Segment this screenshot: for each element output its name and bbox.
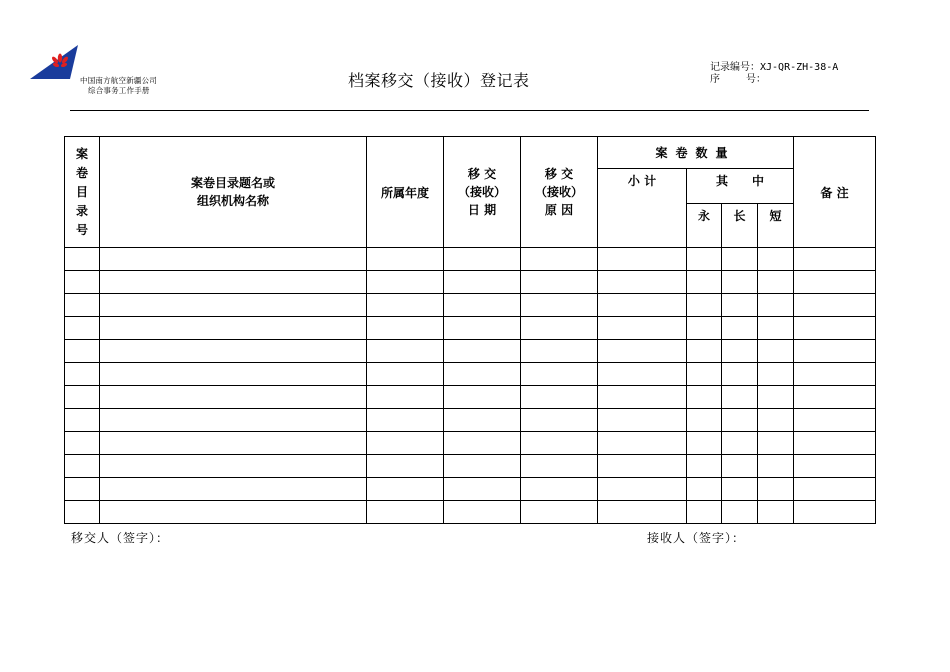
table-cell[interactable] (521, 409, 598, 432)
table-cell[interactable] (65, 340, 100, 363)
table-cell[interactable] (758, 432, 794, 455)
table-cell[interactable] (521, 432, 598, 455)
table-cell[interactable] (758, 455, 794, 478)
table-cell[interactable] (598, 294, 687, 317)
table-cell[interactable] (758, 409, 794, 432)
table-cell[interactable] (794, 386, 876, 409)
table-cell[interactable] (100, 363, 367, 386)
table-cell[interactable] (598, 363, 687, 386)
registration-table (64, 136, 876, 524)
header-long: 长 (722, 204, 758, 248)
table-cell[interactable] (687, 409, 722, 432)
table-cell[interactable] (758, 501, 794, 524)
table-cell[interactable] (100, 317, 367, 340)
sequence-label-1: 序 (710, 74, 720, 85)
table-cell[interactable] (722, 478, 758, 501)
table-cell[interactable] (521, 386, 598, 409)
company-name (80, 76, 157, 96)
table-cell[interactable] (521, 455, 598, 478)
table-cell[interactable] (687, 478, 722, 501)
table-cell[interactable] (521, 248, 598, 271)
table-cell[interactable] (367, 501, 444, 524)
table-cell[interactable] (100, 455, 367, 478)
header-quantity: 案卷数量 (598, 137, 794, 169)
table-cell[interactable] (65, 501, 100, 524)
table-cell[interactable] (444, 248, 521, 271)
table-cell[interactable] (100, 501, 367, 524)
table-cell[interactable] (687, 248, 722, 271)
table-cell[interactable] (758, 478, 794, 501)
header-title-line-1: 案卷目录题名或 (190, 176, 275, 190)
table-cell[interactable] (598, 317, 687, 340)
table-row (65, 248, 876, 271)
table-cell[interactable] (100, 340, 367, 363)
table-cell[interactable] (722, 432, 758, 455)
table-cell[interactable] (65, 478, 100, 501)
table-row (65, 455, 876, 478)
table-cell[interactable] (444, 501, 521, 524)
table-cell[interactable] (598, 409, 687, 432)
table-row (65, 409, 876, 432)
table-cell[interactable] (687, 294, 722, 317)
table-cell[interactable] (722, 386, 758, 409)
header-catalog-number (65, 137, 100, 248)
table-cell[interactable] (722, 455, 758, 478)
table-row (65, 363, 876, 386)
table-cell[interactable] (794, 478, 876, 501)
table-cell[interactable] (722, 317, 758, 340)
table-cell[interactable] (687, 455, 722, 478)
header-remarks: 备 注 (794, 137, 876, 248)
table-cell[interactable] (722, 501, 758, 524)
handover-signature-label: 移交人（签字）： (71, 531, 170, 545)
table-cell[interactable] (444, 409, 521, 432)
table-cell[interactable] (758, 386, 794, 409)
table-row (65, 478, 876, 501)
table-cell[interactable] (687, 501, 722, 524)
header-subtotal: 小 计 (598, 169, 687, 248)
table-cell[interactable] (794, 409, 876, 432)
header-short: 短 (758, 204, 794, 248)
table-cell[interactable] (367, 248, 444, 271)
table-cell[interactable] (65, 363, 100, 386)
table-cell[interactable] (444, 386, 521, 409)
table-row (65, 271, 876, 294)
table-cell[interactable] (758, 294, 794, 317)
header-title-line-2: 组织机构名称 (196, 194, 269, 208)
table-cell[interactable] (521, 478, 598, 501)
table-cell[interactable] (758, 340, 794, 363)
table-cell[interactable] (444, 340, 521, 363)
table-cell[interactable] (598, 478, 687, 501)
table-row (65, 340, 876, 363)
table-cell[interactable] (687, 386, 722, 409)
table-cell[interactable] (444, 271, 521, 294)
table-cell[interactable] (598, 455, 687, 478)
table-cell[interactable] (521, 317, 598, 340)
table-cell[interactable] (598, 501, 687, 524)
header-permanent: 永 (687, 204, 722, 248)
table-cell[interactable] (758, 271, 794, 294)
reason-line: 移 交 (544, 167, 574, 181)
table-cell[interactable] (598, 271, 687, 294)
table-row (65, 386, 876, 409)
table-cell[interactable] (444, 294, 521, 317)
record-number: 记录编号：XJ-QR-ZH-38-A (710, 62, 839, 73)
table-row (65, 432, 876, 455)
catalog-char: 号 (76, 222, 89, 237)
table-cell[interactable] (687, 363, 722, 386)
table-cell[interactable] (598, 340, 687, 363)
table-cell[interactable] (794, 340, 876, 363)
header-transfer-reason (521, 137, 598, 248)
table-cell[interactable] (794, 271, 876, 294)
table-cell[interactable] (598, 248, 687, 271)
table-cell[interactable] (367, 317, 444, 340)
table-cell[interactable] (65, 248, 100, 271)
catalog-char: 卷 (76, 165, 89, 180)
table-cell[interactable] (687, 317, 722, 340)
table-cell[interactable] (521, 340, 598, 363)
record-info (710, 62, 850, 86)
table-cell[interactable] (65, 294, 100, 317)
header-transfer-date (444, 137, 521, 248)
table-cell[interactable] (598, 432, 687, 455)
table-cell[interactable] (794, 248, 876, 271)
date-line: （接收） (457, 185, 506, 199)
table-cell[interactable] (100, 248, 367, 271)
table-cell[interactable] (444, 455, 521, 478)
table-cell[interactable] (100, 409, 367, 432)
table-cell[interactable] (100, 294, 367, 317)
table-cell[interactable] (367, 271, 444, 294)
table-cell[interactable] (100, 478, 367, 501)
reason-line: （接收） (534, 185, 583, 199)
table-cell[interactable] (687, 271, 722, 294)
table-cell[interactable] (794, 432, 876, 455)
table-cell[interactable] (687, 432, 722, 455)
table-cell[interactable] (444, 478, 521, 501)
table-cell[interactable] (521, 363, 598, 386)
table-cell[interactable] (100, 432, 367, 455)
table-cell[interactable] (367, 478, 444, 501)
table-cell[interactable] (758, 248, 794, 271)
table-cell[interactable] (367, 340, 444, 363)
table-cell[interactable] (65, 386, 100, 409)
table-cell[interactable] (444, 363, 521, 386)
page-title: 档案移交（接收）登记表 (348, 71, 530, 90)
header-divider (70, 110, 869, 111)
table-cell[interactable] (687, 340, 722, 363)
table-cell[interactable] (794, 501, 876, 524)
table-cell[interactable] (367, 409, 444, 432)
catalog-char: 录 (76, 203, 89, 218)
table-cell[interactable] (100, 271, 367, 294)
sequence-label-2: 号： (746, 74, 766, 85)
receiver-signature-label: 接收人（签字）： (647, 531, 746, 545)
table-cell[interactable] (65, 317, 100, 340)
table-cell[interactable] (794, 455, 876, 478)
table-cell[interactable] (722, 248, 758, 271)
table-cell[interactable] (722, 294, 758, 317)
date-line: 移 交 (467, 167, 497, 181)
table-cell[interactable] (794, 294, 876, 317)
logo-blue-triangle (30, 45, 78, 79)
table-cell[interactable] (722, 271, 758, 294)
table-row (65, 294, 876, 317)
table-cell[interactable] (758, 363, 794, 386)
table-cell[interactable] (367, 363, 444, 386)
table-cell[interactable] (65, 455, 100, 478)
table-cell[interactable] (521, 294, 598, 317)
table-cell[interactable] (722, 340, 758, 363)
catalog-char: 目 (76, 184, 89, 199)
header-title-or-org (100, 137, 367, 248)
table-cell[interactable] (65, 432, 100, 455)
table-cell[interactable] (521, 271, 598, 294)
kapok-flower-logo-icon (30, 45, 78, 79)
table-cell[interactable] (521, 501, 598, 524)
table-row (65, 501, 876, 524)
table-cell[interactable] (722, 409, 758, 432)
company-line-2: 综合事务工作手册 (88, 86, 150, 95)
table-cell[interactable] (367, 386, 444, 409)
sequence-number (710, 74, 850, 86)
header-year: 所属年度 (367, 137, 444, 248)
table-cell[interactable] (722, 363, 758, 386)
table-cell[interactable] (758, 317, 794, 340)
header-among: 其 中 (687, 169, 794, 204)
table-cell[interactable] (367, 432, 444, 455)
table-cell[interactable] (794, 363, 876, 386)
reason-line: 原 因 (544, 203, 574, 217)
company-line-1: 中国南方航空新疆公司 (80, 76, 157, 85)
table-cell[interactable] (100, 386, 367, 409)
table-cell[interactable] (65, 409, 100, 432)
table-cell[interactable] (444, 317, 521, 340)
table-cell[interactable] (794, 317, 876, 340)
catalog-char: 案 (76, 146, 89, 161)
table-cell[interactable] (367, 294, 444, 317)
table-cell[interactable] (598, 386, 687, 409)
table-cell[interactable] (65, 271, 100, 294)
date-line: 日 期 (467, 203, 497, 217)
table-cell[interactable] (444, 432, 521, 455)
table-row (65, 317, 876, 340)
table-cell[interactable] (367, 455, 444, 478)
